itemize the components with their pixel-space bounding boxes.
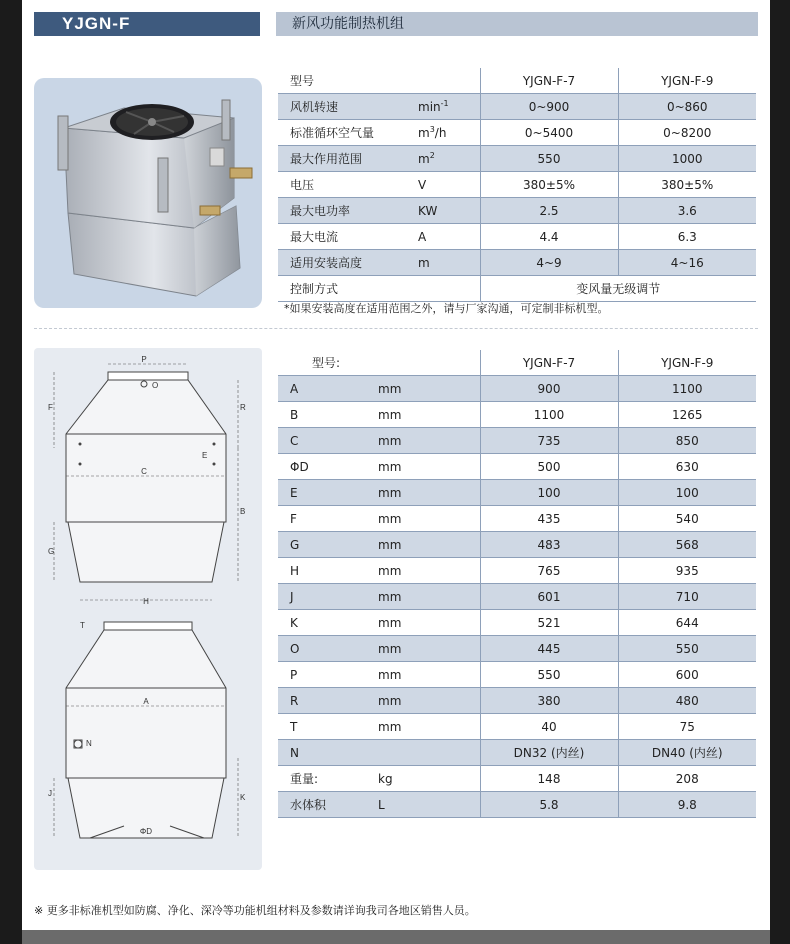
row-label: 风机转速 [278,94,418,120]
row-unit: mm [378,506,480,532]
table-header-row [278,68,756,94]
product-photo [34,78,262,308]
row-value-1: 601 [480,584,618,610]
unit-illustration [34,78,262,308]
row-value-1: 500 [480,454,618,480]
row-value-2: 3.6 [618,198,756,224]
row-label: F [278,506,378,532]
dim-label-e: E [202,451,208,460]
row-value-1: 735 [480,428,618,454]
row-value-merged: 变风量无级调节 [480,276,756,302]
row-value-1: 4~9 [480,250,618,276]
row-unit: mm [378,532,480,558]
install-height-note: *如果安装高度在适用范围之外，请与厂家沟通，可定制非标机型。 [284,302,609,315]
header-label: 型号: [278,350,378,376]
dim-label-f: F [48,403,53,412]
row-value-1: 435 [480,506,618,532]
dimension-drawing [34,348,262,870]
row-label: 重量: [278,766,378,792]
row-value-1: 4.4 [480,224,618,250]
table-row [278,276,756,302]
table-row [278,532,756,558]
row-label: C [278,428,378,454]
row-value-1: 5.8 [480,792,618,818]
table-row [278,480,756,506]
dim-label-j: J [48,789,52,798]
table-header-row [278,350,756,376]
table-row [278,506,756,532]
row-value-2: 0~8200 [618,120,756,146]
row-value-1: 40 [480,714,618,740]
table-row [278,402,756,428]
spec-table-dimensions [278,350,756,818]
row-label: A [278,376,378,402]
row-unit: V [418,172,480,198]
footer-note: ※ 更多非标准机型如防腐、净化、深冷等功能机组材料及参数请详询我司各地区销售人员。 [34,904,476,917]
row-label: J [278,584,378,610]
row-value-2: 4~16 [618,250,756,276]
spec-table-performance [278,68,756,302]
table-row [278,198,756,224]
row-unit: L [378,792,480,818]
row-value-1: 445 [480,636,618,662]
row-label: H [278,558,378,584]
row-label: 适用安装高度 [278,250,418,276]
row-value-1: 0~5400 [480,120,618,146]
row-unit: $m^3/h$ [418,120,480,146]
row-value-2: 644 [618,610,756,636]
row-value-1: 483 [480,532,618,558]
row-label: 电压 [278,172,418,198]
row-value-2: 1000 [618,146,756,172]
row-value-1: 380±5% [480,172,618,198]
row-label: T [278,714,378,740]
header-col1: YJGN-F-7 [480,68,618,94]
row-unit: mm [378,428,480,454]
row-label: 标准循环空气量 [278,120,418,146]
row-value-2: 710 [618,584,756,610]
row-value-1: 148 [480,766,618,792]
row-unit: A [418,224,480,250]
row-label: 控制方式 [278,276,418,302]
row-value-2: 208 [618,766,756,792]
table-row [278,714,756,740]
table-row [278,120,756,146]
table-row [278,250,756,276]
row-value-1: 1100 [480,402,618,428]
row-label: P [278,662,378,688]
dim-label-n: N [86,739,92,748]
dim-label-a: A [143,697,149,706]
table-row [278,558,756,584]
row-value-1: 100 [480,480,618,506]
row-value-1: 550 [480,662,618,688]
row-unit: m [418,250,480,276]
row-value-2: 600 [618,662,756,688]
row-value-1: 0~900 [480,94,618,120]
row-value-1: DN32 (内丝) [480,740,618,766]
row-value-2: 480 [618,688,756,714]
row-unit: mm [378,454,480,480]
row-value-1: 380 [480,688,618,714]
table-row [278,172,756,198]
table-row [278,792,756,818]
row-value-2: DN40 (内丝) [618,740,756,766]
dim-label-d: ΦD [139,827,153,836]
dim-label-r: R [240,403,246,412]
row-unit: mm [378,584,480,610]
row-label: 水体积 [278,792,378,818]
header-col2: YJGN-F-9 [618,68,756,94]
row-label: R [278,688,378,714]
section-title: 新风功能制热机组 [276,12,758,36]
row-value-2: 100 [618,480,756,506]
row-value-1: 900 [480,376,618,402]
row-unit: mm [378,402,480,428]
row-value-2: 6.3 [618,224,756,250]
row-unit: mm [378,662,480,688]
row-unit: KW [418,198,480,224]
row-value-1: 765 [480,558,618,584]
row-label: 最大电功率 [278,198,418,224]
table-row [278,454,756,480]
dim-label-g: G [48,547,55,556]
row-value-2: 1265 [618,402,756,428]
row-label: E [278,480,378,506]
row-unit: $\min^{-1}$ [418,94,480,120]
table-row [278,610,756,636]
row-label: ΦD [278,454,378,480]
row-label: 最大作用范围 [278,146,418,172]
row-value-2: 0~860 [618,94,756,120]
dim-label-c: C [141,467,147,476]
table-row [278,94,756,120]
section-divider [34,328,758,329]
row-unit: mm [378,688,480,714]
header-label: 型号 [278,68,418,94]
row-label: K [278,610,378,636]
row-label: B [278,402,378,428]
dim-label-t: T [80,621,85,630]
header-col2: YJGN-F-9 [618,350,756,376]
row-value-2: 380±5% [618,172,756,198]
table-row [278,428,756,454]
row-value-2: 540 [618,506,756,532]
row-value-2: 568 [618,532,756,558]
table-row [278,740,756,766]
row-value-1: 550 [480,146,618,172]
row-unit: mm [378,558,480,584]
row-unit: $m^2$ [418,146,480,172]
bottom-band [22,930,770,944]
table-row [278,766,756,792]
row-value-2: 550 [618,636,756,662]
table-row [278,224,756,250]
row-value-1: 521 [480,610,618,636]
row-label: 最大电流 [278,224,418,250]
dim-label-b: B [240,507,246,516]
row-label: O [278,636,378,662]
row-value-1: 2.5 [480,198,618,224]
table-row [278,146,756,172]
row-value-2: 630 [618,454,756,480]
table-row [278,662,756,688]
row-unit [378,740,480,766]
header-col1: YJGN-F-7 [480,350,618,376]
row-value-2: 9.8 [618,792,756,818]
row-value-2: 1100 [618,376,756,402]
dim-label-k: K [240,793,246,802]
row-unit: kg [378,766,480,792]
row-label: N [278,740,378,766]
row-unit: mm [378,610,480,636]
table-row [278,688,756,714]
page [22,0,770,944]
row-value-2: 935 [618,558,756,584]
dim-label-h: H [143,597,149,606]
dim-label-o: O [152,381,159,390]
row-value-2: 850 [618,428,756,454]
table-row [278,584,756,610]
row-unit: mm [378,376,480,402]
table-row [278,636,756,662]
model-badge: YJGN-F [34,12,260,36]
row-unit: mm [378,636,480,662]
dim-label-p: P [141,355,147,364]
table-row [278,376,756,402]
row-value-2: 75 [618,714,756,740]
row-unit: mm [378,714,480,740]
row-label: G [278,532,378,558]
row-unit: mm [378,480,480,506]
